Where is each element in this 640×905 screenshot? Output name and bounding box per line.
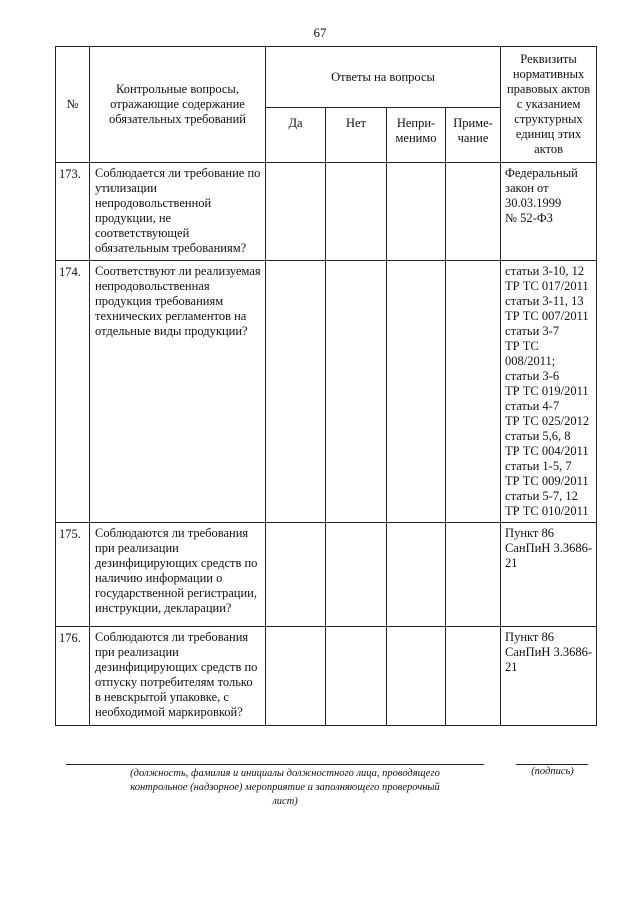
requisite-line: ТР ТС 008/2011; <box>505 339 556 368</box>
header-questions: Контрольные вопросы, отражающие содержание обязательных требований <box>90 47 266 163</box>
requisite-line: 21 <box>505 556 518 570</box>
header-no: Нет <box>326 108 387 163</box>
requisite-line: статьи 5-7, 12 <box>505 489 578 503</box>
requisite-line: 21 <box>505 660 518 674</box>
requisite-line: ТР ТС 004/2011 <box>505 444 589 458</box>
table-row <box>56 163 597 261</box>
requisite-line: ТР ТС 019/2011 <box>505 384 589 398</box>
row-requisites <box>501 261 597 523</box>
requisite-line: статьи 1-5, 7 <box>505 459 572 473</box>
requisite-line: статьи 3-11, 13 <box>505 294 584 308</box>
answer-note-cell[interactable] <box>446 627 501 726</box>
table-row <box>56 627 597 726</box>
table-row <box>56 261 597 523</box>
row-number: 176. <box>56 627 90 726</box>
header-requisites: Реквизиты нормативных правовых актов с указанием структурных единиц этих актов <box>501 47 597 163</box>
header-number: № <box>56 47 90 163</box>
requisite-line: СанПиН 3.3686- <box>505 541 593 555</box>
header-note: Приме-чание <box>446 108 501 163</box>
header-answers: Ответы на вопросы <box>266 47 501 108</box>
header-not-applicable: Непри-менимо <box>387 108 446 163</box>
requisite-line: ТР ТС 007/2011 <box>505 309 589 323</box>
row-requisites <box>501 163 597 261</box>
requisite-line: ТР ТС 025/2012 <box>505 414 590 428</box>
table-row <box>56 523 597 627</box>
answer-yes-cell[interactable] <box>266 163 326 261</box>
answer-note-cell[interactable] <box>446 261 501 523</box>
requisite-line: статьи 5,6, 8 <box>505 429 571 443</box>
checklist-table <box>55 46 597 726</box>
requisite-line: ТР ТС 009/2011 <box>505 474 589 488</box>
answer-no-cell[interactable] <box>326 163 387 261</box>
requisite-line: № 52-ФЗ <box>505 211 553 225</box>
answer-note-cell[interactable] <box>446 523 501 627</box>
answer-yes-cell[interactable] <box>266 523 326 627</box>
row-question: Соблюдаются ли требования при реализации дезинфицирующих средств по отпуску потребителям только в невскрытой упаковке, с необходимой маркировкой? <box>90 627 266 726</box>
answer-note-cell[interactable] <box>446 163 501 261</box>
requisite-line: Пункт 86 <box>505 526 555 540</box>
row-requisites <box>501 523 597 627</box>
requisite-line: статьи 4-7 <box>505 399 560 413</box>
requisite-line: закон от <box>505 181 549 195</box>
row-requisites <box>501 627 597 726</box>
answer-not-applicable-cell[interactable] <box>387 163 446 261</box>
requisite-line: статьи 3-7 <box>505 324 560 338</box>
page-number: 67 <box>313 25 327 40</box>
requisite-line: статьи 3-10, 12 <box>505 264 585 278</box>
row-number: 174. <box>56 261 90 523</box>
answer-no-cell[interactable] <box>326 627 387 726</box>
header-yes: Да <box>266 108 326 163</box>
answer-yes-cell[interactable] <box>266 627 326 726</box>
requisite-line: ТР ТС 017/2011 <box>505 279 589 293</box>
signature-caption: (подпись) <box>531 766 574 777</box>
requisite-line: 30.03.1999 <box>505 196 562 210</box>
row-question: Соблюдаются ли требования при реализации дезинфицирующих средств по наличию информации о государственной регистрации, инструкции, декларации? <box>90 523 266 627</box>
requisite-line: Федеральный <box>505 166 578 180</box>
requisite-line: Пункт 86 <box>505 630 555 644</box>
answer-no-cell[interactable] <box>326 523 387 627</box>
answer-not-applicable-cell[interactable] <box>387 523 446 627</box>
row-number: 175. <box>56 523 90 627</box>
answer-not-applicable-cell[interactable] <box>387 261 446 523</box>
requisite-line: статьи 3-6 <box>505 369 560 383</box>
requisite-line: СанПиН 3.3686- <box>505 645 593 659</box>
row-question: Соответствуют ли реализуемая непродовольственная продукция требованиям технических регламентов на отдельные виды продукции? <box>90 261 266 523</box>
official-signature-line[interactable] <box>66 764 484 765</box>
answer-yes-cell[interactable] <box>266 261 326 523</box>
requisite-line: ТР ТС 010/2011 <box>505 504 589 518</box>
row-number: 173. <box>56 163 90 261</box>
answer-not-applicable-cell[interactable] <box>387 627 446 726</box>
official-caption: (должность, фамилия и инициалы должностного лица, проводящего контрольное (надзорное) мероприятие и заполняющего проверочный лист) <box>130 768 440 807</box>
answer-no-cell[interactable] <box>326 261 387 523</box>
row-question: Соблюдается ли требование по утилизации непродовольственной продукции, не соответствующей обязательным требованиям? <box>90 163 266 261</box>
